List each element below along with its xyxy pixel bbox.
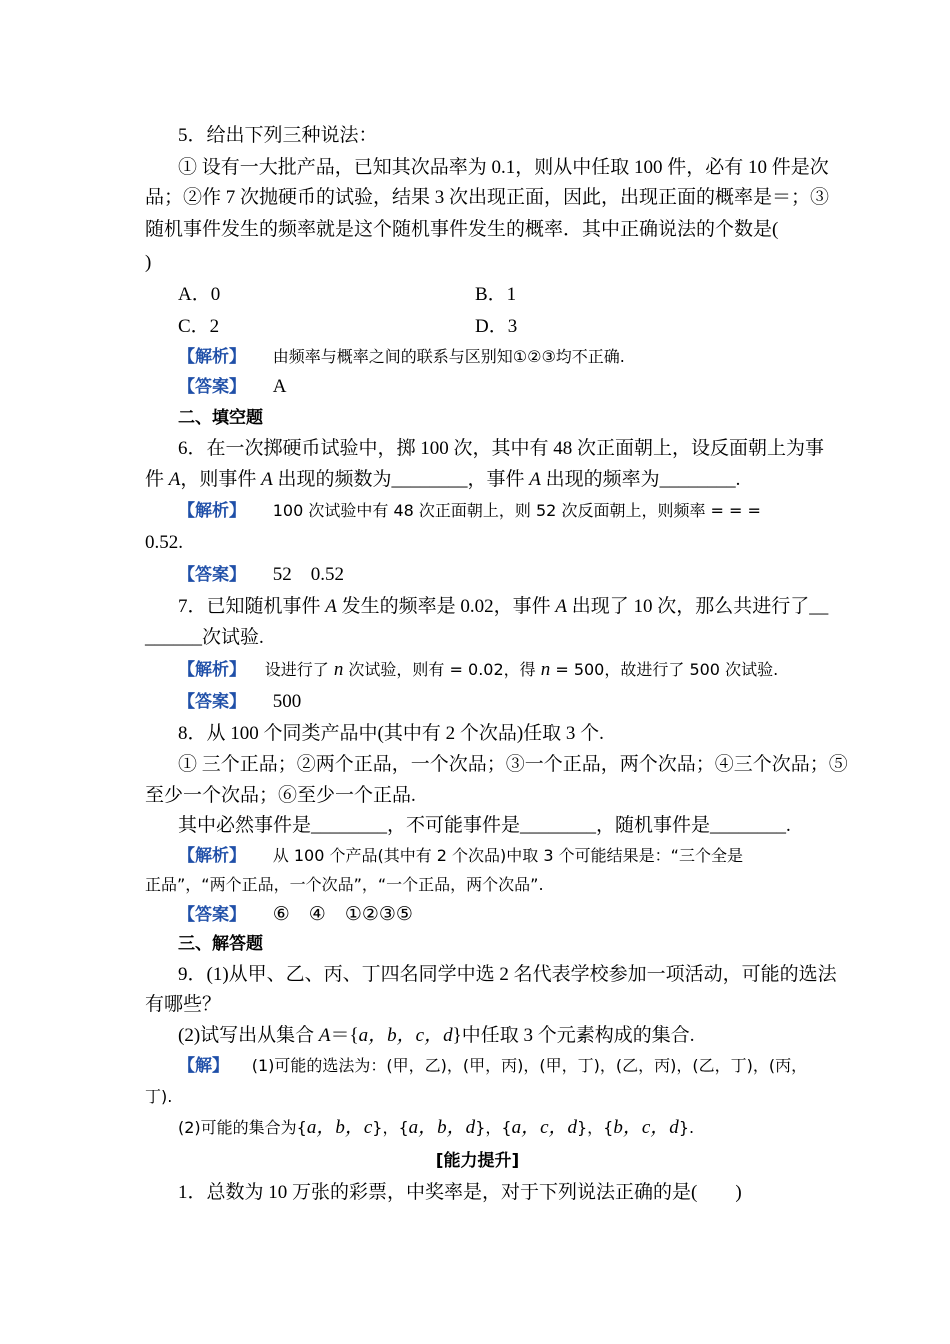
q8-line-4: 其中必然事件是________，不可能事件是________，随机事件是________. bbox=[178, 815, 791, 836]
text-segment: 发生的频率是 0.02，事件 bbox=[336, 596, 556, 617]
answer-text: ⑥ ④ ①②③⑤ bbox=[272, 904, 413, 925]
analysis-tag: 【解析】 bbox=[178, 347, 246, 367]
section-heading-solutions bbox=[178, 932, 263, 956]
q5-option-c: C．2 bbox=[178, 316, 220, 337]
q9-solution-line-3 bbox=[178, 1116, 694, 1140]
answer-tag: 【答案】 bbox=[178, 377, 246, 397]
analysis-text: 由频率与概率之间的联系与区别知①②③均不正确. bbox=[272, 347, 625, 366]
next-question: 1．总数为 10 万张的彩票，中奖率是，对于下列说法正确的是( ) bbox=[178, 1182, 742, 1203]
variable-n: n bbox=[333, 659, 344, 680]
variable-a: A bbox=[529, 469, 541, 490]
text-segment: }. bbox=[678, 1118, 695, 1137]
q6-analysis-line-2: 0.52. bbox=[145, 532, 183, 553]
analysis-tag: 【解析】 bbox=[178, 846, 246, 866]
solution-tag: 【解】 bbox=[178, 1056, 229, 1076]
section-title: 二、填空题 bbox=[178, 408, 263, 428]
q7-line-2: ______次试验. bbox=[145, 627, 264, 648]
text-segment: 设进行了 bbox=[264, 660, 334, 679]
variable-a: A bbox=[555, 596, 567, 617]
q6-analysis bbox=[178, 499, 761, 523]
analysis-tag: 【解析】 bbox=[178, 501, 246, 521]
text-segment: 出现的频数为________，事件 bbox=[272, 469, 530, 490]
answer-tag: 【答案】 bbox=[178, 565, 246, 585]
text-segment: = 500，故进行了 500 次试验. bbox=[550, 660, 779, 679]
text-segment: (2)试写出从集合 bbox=[178, 1025, 319, 1046]
text-segment: }，{ bbox=[577, 1118, 614, 1137]
text-segment: }中任取 3 个元素构成的集合. bbox=[452, 1025, 695, 1046]
text-segment: 出现的频率为________. bbox=[540, 469, 741, 490]
q6-line-1: 6．在一次掷硬币试验中，掷 100 次，其中有 48 次正面朝上，设反面朝上为事 bbox=[178, 438, 825, 459]
set-elements: a，c，d bbox=[511, 1117, 577, 1138]
text-segment: }，{ bbox=[475, 1118, 512, 1137]
q9-line-3 bbox=[178, 1024, 694, 1048]
text-segment: ，则事件 bbox=[180, 469, 262, 490]
q5-analysis bbox=[178, 345, 625, 369]
variable-a: A bbox=[168, 469, 181, 490]
set-elements: a，b，d bbox=[408, 1117, 476, 1138]
text-segment: 出现了 10 次，那么共进行了__ bbox=[567, 596, 829, 617]
section-heading-fill-in bbox=[178, 406, 263, 430]
q8-answer bbox=[178, 903, 413, 927]
q5-answer bbox=[178, 375, 286, 399]
q8-analysis bbox=[178, 844, 743, 868]
q9-line-1: 9．(1)从甲、乙、丙、丁四名同学中选 2 名代表学校参加一项活动，可能的选法 bbox=[178, 964, 837, 985]
answer-tag: 【答案】 bbox=[178, 905, 246, 925]
set-elements: b，c，d bbox=[613, 1117, 679, 1138]
q6-answer bbox=[178, 563, 344, 587]
answer-tag: 【答案】 bbox=[178, 692, 246, 712]
section-title: 三、解答题 bbox=[178, 934, 263, 954]
q5-stem: 5．给出下列三种说法： bbox=[178, 125, 378, 146]
q5-body-line-4: ) bbox=[145, 252, 152, 273]
q5-body-line-3: 随机事件发生的频率就是这个随机事件发生的概率．其中正确说法的个数是( bbox=[145, 219, 779, 240]
q5-body-line-2: 品；②作 7 次抛硬币的试验，结果 3 次出现正面，因此，出现正面的概率是＝；③ bbox=[145, 187, 830, 208]
q5-body-line-1: ① 设有一大批产品，已知其次品率为 0.1，则从中任取 100 件，必有 10 件是次 bbox=[178, 157, 829, 178]
q6-line-2 bbox=[145, 468, 740, 492]
q8-line-3: 至少一个次品；⑥至少一个正品. bbox=[145, 785, 416, 806]
analysis-text bbox=[265, 660, 778, 679]
q8-analysis-line-2: 正品”，“两个正品，一个次品”，“一个正品，两个次品”. bbox=[145, 875, 544, 894]
variable-a: A bbox=[261, 469, 273, 490]
analysis-tag: 【解析】 bbox=[178, 660, 246, 680]
q9-solution bbox=[178, 1054, 807, 1078]
variable-a: A bbox=[325, 596, 337, 617]
text-segment: }，{ bbox=[372, 1118, 409, 1137]
q7-answer bbox=[178, 690, 301, 714]
q7-analysis bbox=[178, 658, 778, 682]
text-segment: 7．已知随机事件 bbox=[178, 596, 326, 617]
answer-text: 500 bbox=[272, 691, 302, 712]
variable-n: n bbox=[540, 659, 551, 680]
q8-line-1: 8．从 100 个同类产品中(其中有 2 个次品)任取 3 个. bbox=[178, 723, 604, 744]
heading-text: [能力提升] bbox=[435, 1151, 520, 1171]
set-elements: a，b，c bbox=[306, 1117, 373, 1138]
ability-heading bbox=[145, 1149, 810, 1173]
q9-line-2: 有哪些？ bbox=[145, 994, 222, 1015]
text-segment: 件 bbox=[145, 469, 169, 490]
set-elements: a，b，c，d bbox=[358, 1025, 453, 1046]
text-segment: (2)可能的集合为{ bbox=[178, 1118, 307, 1137]
q9-solution-line-2: 丁). bbox=[145, 1087, 173, 1106]
q7-line-1 bbox=[178, 595, 828, 619]
text-segment: 次试验，则有 = 0.02，得 bbox=[343, 660, 541, 679]
q5-option-a: A．0 bbox=[178, 284, 221, 305]
analysis-text: 从 100 个产品(其中有 2 个次品)中取 3 个可能结果是：“三个全是 bbox=[272, 846, 743, 865]
q5-option-b: B．1 bbox=[475, 284, 517, 305]
variable-a: A bbox=[318, 1025, 331, 1046]
solution-text: (1)可能的选法为：(甲，乙)，(甲，丙)，(甲，丁)，(乙，丙)，(乙，丁)，(丙， bbox=[251, 1056, 808, 1075]
q5-option-d: D．3 bbox=[475, 316, 518, 337]
text-segment: ＝{ bbox=[330, 1025, 359, 1046]
q8-line-2: ① 三个正品；②两个正品，一个次品；③一个正品，两个次品；④三个次品；⑤ bbox=[178, 754, 848, 775]
analysis-text: 100 次试验中有 48 次正面朝上，则 52 次反面朝上，则频率 = = = bbox=[272, 501, 761, 520]
answer-text: A bbox=[272, 376, 287, 397]
answer-text: 52 0.52 bbox=[272, 564, 345, 585]
